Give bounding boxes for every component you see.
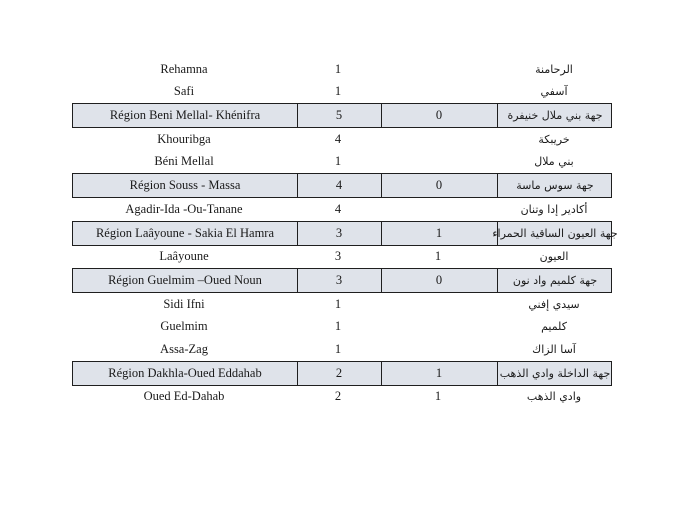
secondary-count-value: [380, 81, 496, 104]
count-value: 4: [334, 201, 342, 216]
count-value: 1: [334, 154, 342, 169]
province-name-fr: Sidi Ifni: [163, 296, 205, 311]
region-row: [72, 221, 618, 246]
count-value: 4: [334, 131, 342, 146]
count-value: 2: [335, 365, 343, 380]
count-value: 1: [334, 84, 342, 99]
secondary-count-value: 1: [435, 365, 443, 380]
secondary-count-value: 0: [435, 273, 443, 287]
province-name-fr: Béni Mellal: [154, 154, 214, 169]
secondary-count-value: 1: [434, 389, 442, 404]
province-name-fr: Assa-Zag: [160, 341, 208, 356]
province-name-ar: آسا الزاك: [532, 342, 576, 356]
region-name-ar: جهة كلميم واد نون: [512, 274, 598, 287]
province-name-ar: العيون: [539, 250, 569, 264]
province-name-ar: الرحامنة: [535, 62, 573, 76]
count-value: 1: [334, 296, 342, 311]
region-name-fr: Région Souss - Massa: [129, 178, 241, 192]
province-name-ar: آسفي: [540, 85, 568, 99]
table-row: [72, 338, 612, 361]
province-name-ar: بني ملال: [534, 155, 574, 169]
secondary-count-value: [380, 58, 496, 81]
secondary-count-value: 1: [434, 249, 442, 264]
province-name-ar: سيدي إفني: [528, 297, 580, 311]
table-row: [72, 386, 612, 409]
region-name-fr: Région Beni Mellal- Khénifra: [109, 108, 261, 122]
secondary-count-value: [380, 128, 496, 151]
region-name-ar: جهة العيون الساقية الحمراء: [492, 226, 618, 240]
count-value: 2: [334, 389, 342, 404]
province-name-fr: Agadir-Ida -Ou-Tanane: [125, 201, 243, 216]
count-value: 3: [335, 225, 343, 240]
region-table: [72, 58, 618, 408]
table-row: [72, 151, 612, 174]
province-name-fr: Safi: [173, 84, 195, 99]
secondary-count-value: [380, 316, 496, 339]
count-value: 3: [335, 273, 343, 287]
province-name-ar: خريبكة: [538, 132, 570, 146]
table-row: [72, 246, 612, 269]
province-name-fr: Guelmim: [160, 319, 208, 334]
count-value: 1: [334, 61, 342, 76]
region-name-fr: Région Laâyoune - Sakia El Hamra: [95, 225, 275, 240]
region-name-ar: جهة سوس ماسة: [516, 179, 594, 192]
table-row: [72, 316, 612, 339]
count-value: 3: [334, 249, 342, 264]
table-row: [72, 58, 612, 81]
region-row: [72, 268, 612, 293]
table-row: [72, 198, 612, 221]
count-value: 5: [335, 108, 343, 122]
secondary-count-value: [380, 198, 496, 221]
region-name-fr: Région Dakhla-Oued Eddahab: [108, 365, 262, 380]
province-name-fr: Laâyoune: [159, 249, 209, 264]
secondary-count-value: 0: [435, 108, 443, 122]
province-name-ar: كلميم: [541, 320, 567, 334]
region-row: [72, 361, 612, 386]
province-name-ar: أكادير إدا وتنان: [520, 202, 588, 216]
province-name-ar: وادي الذهب: [526, 390, 582, 404]
secondary-count-value: [380, 151, 496, 174]
region-row: [72, 103, 612, 128]
count-value: 4: [335, 178, 343, 192]
count-value: 1: [334, 341, 342, 356]
province-name-fr: Khouribga: [157, 131, 211, 146]
region-name-fr: Région Guelmim –Oued Noun: [108, 273, 262, 287]
province-name-fr: Oued Ed-Dahab: [143, 389, 225, 404]
region-name-ar: جهة الداخلة وادي الذهب: [499, 366, 611, 380]
province-name-fr: Rehamna: [160, 61, 208, 76]
table-row: [72, 81, 612, 104]
secondary-count-value: 1: [435, 225, 443, 240]
table-row: [72, 128, 612, 151]
table-row: [72, 293, 612, 316]
region-row: [72, 173, 612, 198]
region-name-ar: جهة بني ملال خنيفرة: [507, 109, 603, 122]
secondary-count-value: 0: [435, 178, 443, 192]
secondary-count-value: [380, 293, 496, 316]
count-value: 1: [334, 319, 342, 334]
secondary-count-value: [380, 338, 496, 361]
